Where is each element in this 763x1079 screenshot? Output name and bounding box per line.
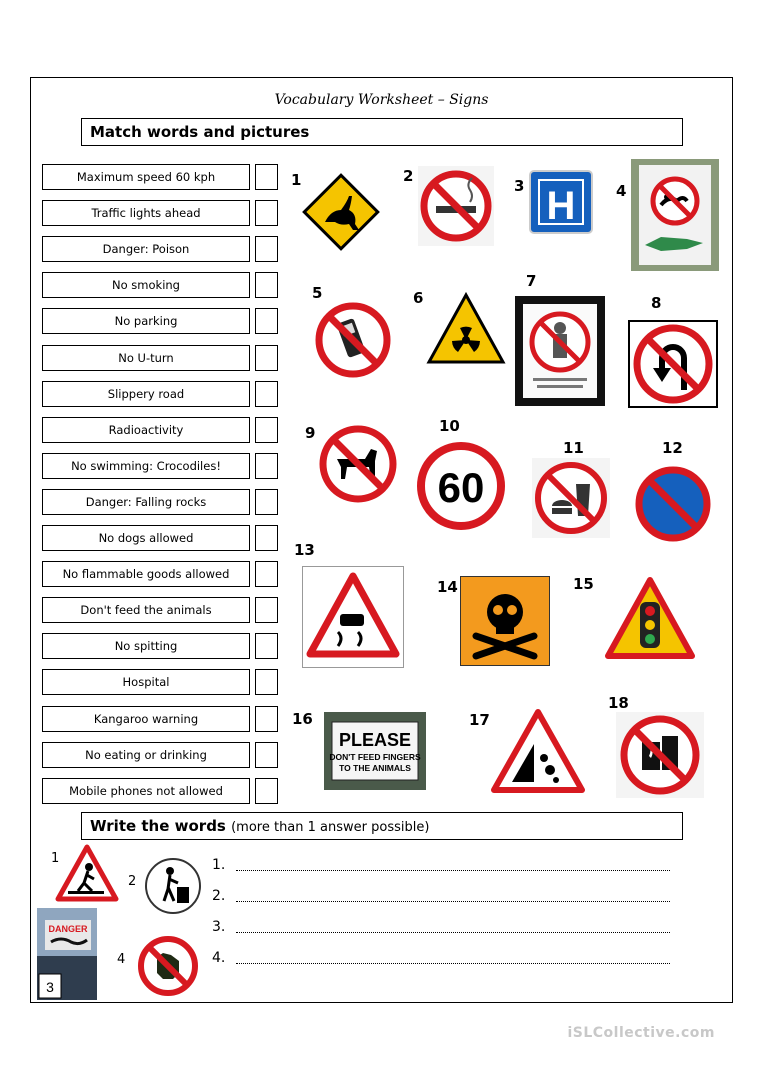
word-box: No spitting: [42, 633, 250, 659]
answer-box[interactable]: [255, 417, 278, 443]
no-swimming-crocodiles-icon: [631, 159, 719, 271]
answer-box[interactable]: [255, 742, 278, 768]
no-parking-icon: [635, 466, 711, 542]
traffic-lights-icon: [604, 576, 696, 660]
section-write-heading-note: (more than 1 answer possible): [231, 820, 430, 835]
no-spitting-sign-icon: [515, 296, 605, 406]
answer-line[interactable]: [236, 870, 670, 871]
word-box: Traffic lights ahead: [42, 200, 250, 226]
picture-number: 2: [403, 167, 414, 185]
answer-box[interactable]: [255, 200, 278, 226]
answer-box[interactable]: [255, 633, 278, 659]
worksheet-title: Vocabulary Worksheet – Signs: [274, 92, 489, 108]
word-box: No flammable goods allowed: [42, 561, 250, 587]
dont-feed-animals-sign-icon: [324, 712, 426, 790]
picture-number: 17: [469, 711, 490, 729]
poison-sign-icon: [460, 576, 550, 666]
hospital-sign-icon: [529, 170, 593, 234]
word-box: Maximum speed 60 kph: [42, 164, 250, 190]
pedestrian-crossing-icon: [54, 843, 120, 903]
no-u-turn-icon: [628, 320, 718, 408]
footer-watermark: iSLCollective.com: [567, 1025, 715, 1041]
answer-line-label: 2.: [212, 888, 226, 904]
answer-box[interactable]: [255, 597, 278, 623]
answer-box[interactable]: [255, 669, 278, 695]
picture-number: 16: [292, 710, 313, 728]
write-picture-number: 1: [51, 851, 60, 866]
no-eating-drinking-icon: [532, 458, 610, 538]
falling-rocks-icon: [490, 708, 586, 794]
picture-number: 3: [514, 177, 525, 195]
no-smoking-icon: [418, 166, 494, 246]
picture-number: 13: [294, 541, 315, 559]
answer-line-label: 4.: [212, 950, 226, 966]
svg-text:3: 3: [46, 979, 54, 995]
section-match-heading: Match words and pictures: [81, 118, 683, 146]
no-flammable-goods-icon: [616, 712, 704, 798]
litter-bin-icon: [144, 857, 202, 915]
answer-box[interactable]: [255, 272, 278, 298]
word-box: Danger: Poison: [42, 236, 250, 262]
word-box: Don't feed the animals: [42, 597, 250, 623]
word-box: No dogs allowed: [42, 525, 250, 551]
answer-box[interactable]: [255, 525, 278, 551]
svg-text:DANGER: DANGER: [48, 924, 88, 934]
word-box: No eating or drinking: [42, 742, 250, 768]
section-write-heading-title: Write the words: [90, 817, 226, 835]
answer-box[interactable]: [255, 164, 278, 190]
picture-number: 15: [573, 575, 594, 593]
no-durian-icon: [133, 935, 203, 997]
word-box: No swimming: Crocodiles!: [42, 453, 250, 479]
answer-line-label: 1.: [212, 857, 226, 873]
word-box: No smoking: [42, 272, 250, 298]
slippery-road-icon: [302, 566, 404, 668]
word-box: Kangaroo warning: [42, 706, 250, 732]
section-write-heading: [81, 812, 683, 840]
answer-box[interactable]: [255, 345, 278, 371]
picture-number: 9: [305, 424, 316, 442]
svg-text:H: H: [546, 184, 576, 228]
radioactivity-sign-icon: [426, 292, 506, 366]
word-box: Mobile phones not allowed: [42, 778, 250, 804]
word-box: No U-turn: [42, 345, 250, 371]
word-box: Hospital: [42, 669, 250, 695]
word-box: No parking: [42, 308, 250, 334]
picture-number: 1: [291, 171, 302, 189]
answer-line-label: 3.: [212, 919, 226, 935]
answer-line[interactable]: [236, 901, 670, 902]
svg-text:PLEASE: PLEASE: [338, 730, 412, 750]
picture-number: 5: [312, 284, 323, 302]
word-box: Radioactivity: [42, 417, 250, 443]
no-dogs-icon: [317, 423, 399, 505]
no-mobile-phones-icon: [312, 300, 394, 380]
write-picture-number: 4: [117, 952, 126, 967]
picture-number: 12: [662, 439, 683, 457]
answer-line[interactable]: [236, 932, 670, 933]
answer-box[interactable]: [255, 453, 278, 479]
write-picture-number: 2: [128, 874, 137, 889]
answer-box[interactable]: [255, 308, 278, 334]
answer-box[interactable]: [255, 561, 278, 587]
answer-box[interactable]: [255, 706, 278, 732]
word-box: Danger: Falling rocks: [42, 489, 250, 515]
picture-number: 6: [413, 289, 424, 307]
picture-number: 8: [651, 294, 662, 312]
picture-number: 10: [439, 417, 460, 435]
answer-box[interactable]: [255, 778, 278, 804]
svg-text:60: 60: [437, 464, 485, 511]
svg-text:DON'T FEED FINGERS: DON'T FEED FINGERS: [329, 752, 421, 762]
answer-box[interactable]: [255, 236, 278, 262]
picture-number: 4: [616, 182, 627, 200]
speed-limit-60-icon: [417, 442, 505, 530]
kangaroo-sign-icon: [301, 172, 381, 252]
picture-number: 18: [608, 694, 629, 712]
svg-text:TO THE ANIMALS: TO THE ANIMALS: [339, 763, 411, 773]
answer-line[interactable]: [236, 963, 670, 964]
answer-box[interactable]: [255, 381, 278, 407]
picture-number: 14: [437, 578, 458, 596]
word-box: Slippery road: [42, 381, 250, 407]
picture-number: 7: [526, 272, 537, 290]
danger-photo-icon: [37, 908, 97, 1000]
answer-box[interactable]: [255, 489, 278, 515]
picture-number: 11: [563, 439, 584, 457]
